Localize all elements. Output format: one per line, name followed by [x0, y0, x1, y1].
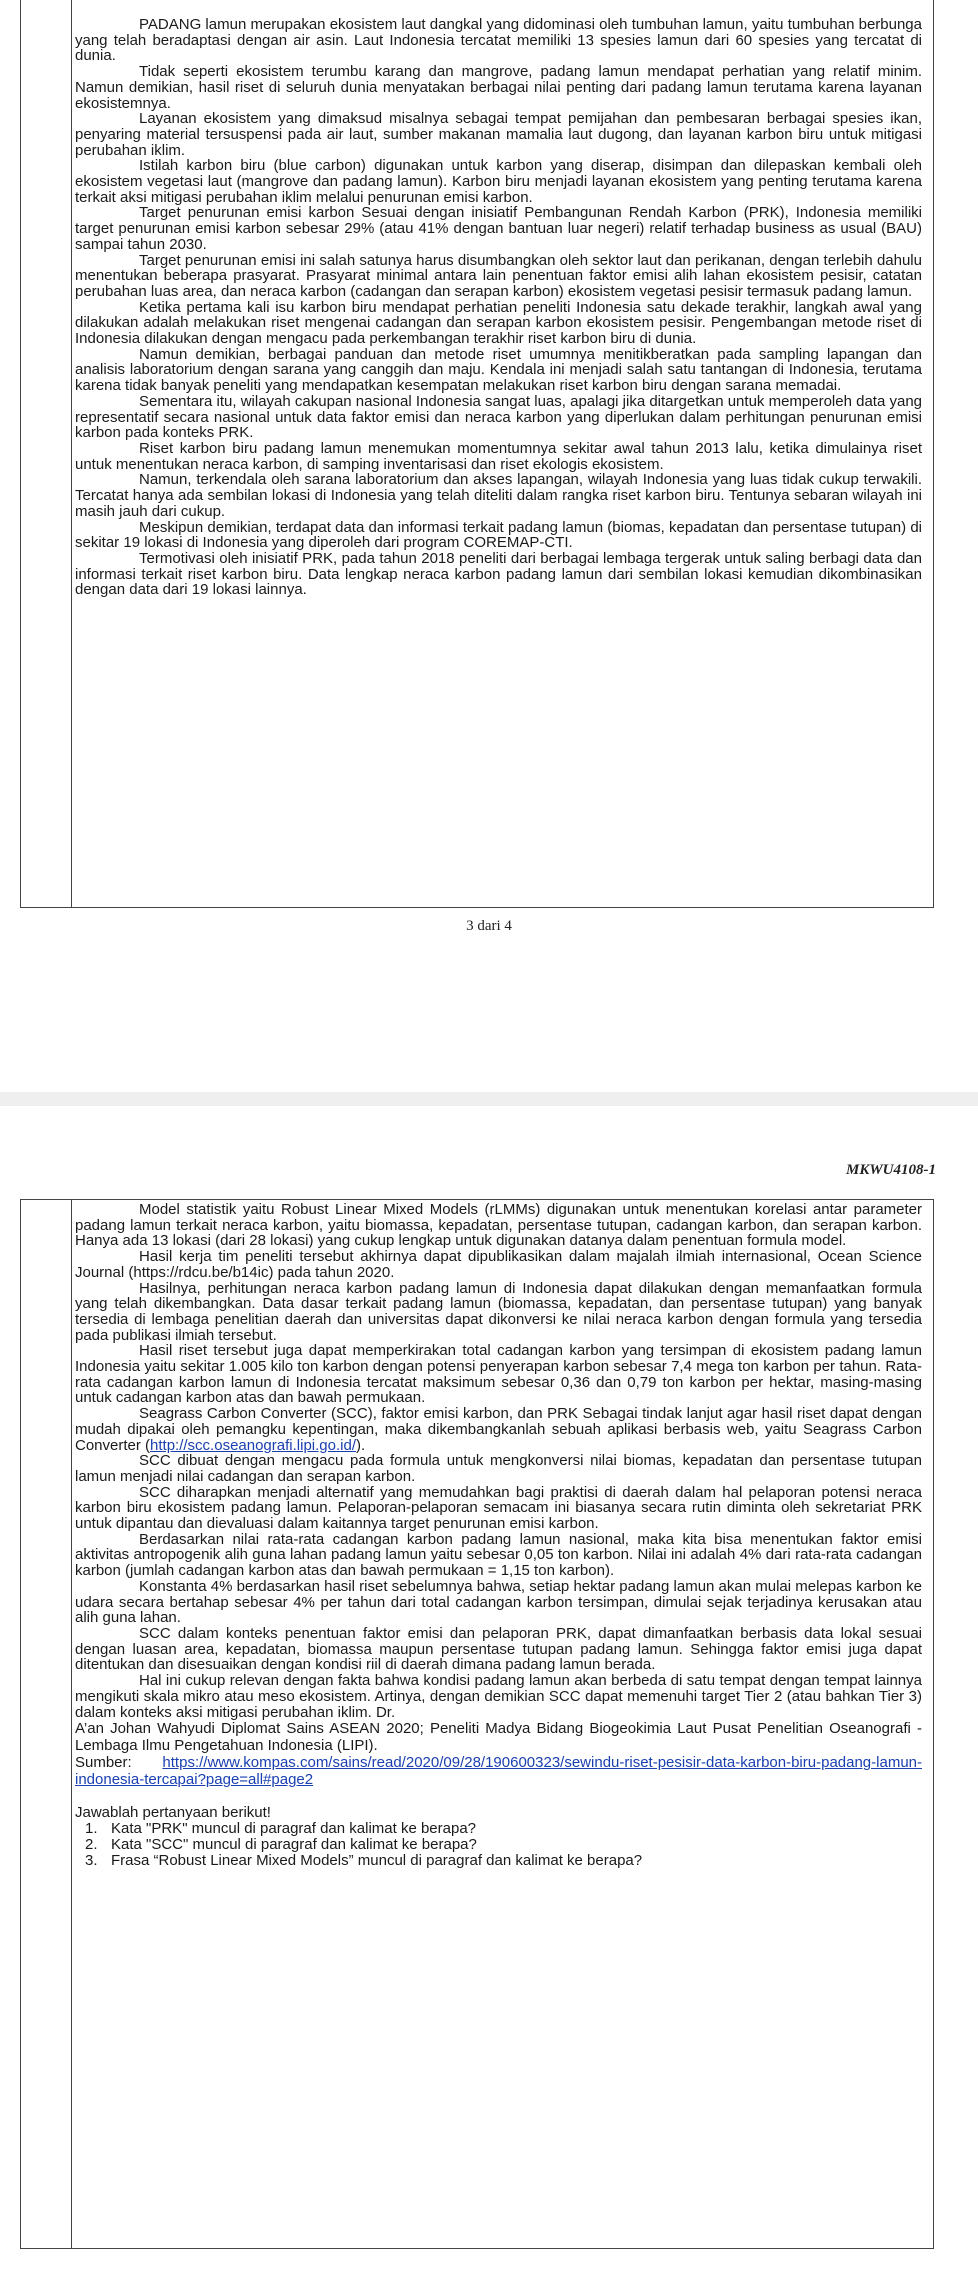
article-body	[75, 1202, 922, 1869]
paragraph: SCC dibuat dengan mengacu pada formula untuk mengkonversi nilai biomas, kepadatan dan persentase tutupan lamun menjadi nilai cadangan dan serapan karbon.	[75, 1452, 922, 1485]
page-number: 3 dari 4	[466, 918, 512, 934]
paragraph: Termotivasi oleh inisiatif PRK, pada tahun 2018 peneliti dari berbagai lembaga tergerak untuk saling berbagi data dan informasi terkait riset karbon biru. Data lengkap neraca karbon padang lamun dari sembilan lokasi kemudian dikombinasikan dengan data dari 19 lokasi lainnya.	[75, 549, 922, 599]
paragraph: Riset karbon biru padang lamun menemukan momentumnya sekitar awal tahun 2013 lalu, ketika dimulainya riset untuk menentukan neraca karbon, di samping inventarisasi dan riset ekologis ekosistem.	[75, 439, 922, 473]
question-item: 3. Frasa “Robust Linear Mixed Models” muncul di paragraf dan kalimat ke berapa?	[85, 1852, 643, 1870]
question-item: 1. Kata "PRK" muncul di paragraf dan kalimat ke berapa?	[85, 1820, 477, 1838]
paragraph: Istilah karbon biru (blue carbon) digunakan untuk karbon yang diserap, disimpan dan dilepaskan kembali oleh ekosistem vegetasi laut (mangrove dan padang lamun). Karbon biru menjadi layanan ekosistem yang penting terutama karena terkait aksi mitigasi perubahan iklim melalui penurunan emisi karbon.	[75, 157, 922, 206]
author-note: A’an Johan Wahyudi Diplomat Sains ASEAN 2020; Peneliti Madya Bidang Biogeokimia Laut Pusat Penelitian Oseanografi - Lembaga Ilmu Pengetahuan Indonesia (LIPI).	[75, 1720, 922, 1755]
paragraph: Konstanta 4% berdasarkan hasil riset sebelumnya bahwa, setiap hektar padang lamun akan mulai melepas karbon ke udara secara bertahap sebesar 4% per tahun dari total cadangan karbon tersimpan, dimulai sejak terjadinya kerusakan atau alih guna lahan.	[75, 1577, 922, 1627]
paragraph: SCC diharapkan menjadi alternatif yang memudahkan bagi praktisi di daerah dalam hal pelaporan potensi neraca karbon biru ekosistem padang lamun. Pelaporan-pelaporan semacam ini biasanya secara rutin diminta oleh sekretariat PRK untuk dipantau dan dievaluasi dalam kaitannya target penurunan emisi karbon.	[75, 1483, 922, 1533]
content-frame	[20, 0, 934, 908]
paragraph: Berdasarkan nilai rata-rata cadangan karbon padang lamun nasional, maka kita bisa menentukan faktor emisi aktivitas antropogenik alih guna lahan padang lamun yaitu sebesar 0,05 ton karbon. Nilai ini adalah 4% dari rata-rata cadangan karbon (jumlah cadangan karbon atas dan bawah permukaan = 1,15 ton karbon).	[75, 1530, 922, 1580]
document-page-3	[0, 0, 978, 1092]
paragraph: Hasil kerja tim peneliti tersebut akhirnya dapat dipublikasikan dalam majalah ilmiah internasional, Ocean Science Journal (https://rdcu.be/b14ic) pada tahun 2020.	[75, 1248, 922, 1281]
margin-column	[71, 1200, 72, 2248]
source-label: Sumber:	[75, 1754, 132, 1772]
question-heading: Jawablah pertanyaan berikut!	[75, 1804, 271, 1822]
paragraph: Ketika pertama kali isu karbon biru mendapat perhatian peneliti Indonesia satu dekade terakhir, langkah awal yang dilakukan adalah melakukan riset mengenai cadangan dan serapan karbon ekosistem pesisir. Pengembangan metode riset di Indonesia dilakukan dengan mengacu pada perkembangan terakhir riset karbon biru di dunia.	[75, 298, 922, 348]
paragraph: SCC dalam konteks penentuan faktor emisi dan pelaporan PRK, dapat dimanfaatkan berbasis data lokal sesuai dengan luasan area, kepadatan, biomassa maupun persentase tutupan padang lamun. Sehingga faktor emisi juga dapat ditentukan dan disesuaikan dengan kondisi riil di daerah dimana padang lamun berada.	[75, 1624, 922, 1674]
content-frame	[20, 1199, 934, 2249]
paragraph: Tidak seperti ekosistem terumbu karang dan mangrove, padang lamun mendapat perhatian yang relatif minim. Namun demikian, hasil riset di seluruh dunia menyatakan berbagai nilai penting dari padang lamun terutama karena layanan ekosistemnya.	[75, 63, 922, 112]
question-item: 2. Kata "SCC" muncul di paragraf dan kalimat ke berapa?	[85, 1836, 477, 1854]
source-citation	[75, 1754, 922, 1788]
margin-column	[71, 0, 72, 907]
paragraph: Target penurunan emisi ini salah satunya harus disumbangkan oleh sektor laut dan perikanan, dengan terlebih dahulu menentukan beberapa prasyarat. Prasyarat minimal antara lain penentuan faktor emisi alih lahan ekosistem pesisir, catatan perubahan luas area, dan neraca karbon (cadangan dan serapan karbon) ekosistem vegetasi pesisir termasuk padang lamun.	[75, 251, 922, 300]
paragraph: Model statistik yaitu Robust Linear Mixed Models (rLMMs) digunakan untuk menentukan korelasi antar parameter padang lamun terkait neraca karbon, yaitu biomassa, kepadatan, persentase tutupan, cadangan karbon, dan serapan karbon. Hanya ada 13 lokasi (dari 28 lokasi) yang cukup lengkap untuk digunakan datanya dalam penentuan formula model.	[75, 1201, 922, 1250]
paragraph: Meskipun demikian, terdapat data dan informasi terkait padang lamun (biomas, kepadatan dan persentase tutupan) di sekitar 19 lokasi di Indonesia yang diperoleh dari program COREMAP-CTI.	[75, 518, 922, 552]
paragraph: Hasilnya, perhitungan neraca karbon padang lamun di Indonesia dapat dilakukan dengan memanfaatkan formula yang telah dikembangkan. Data dasar terkait padang lamun (biomassa, kepadatan, dan persentase tutupan) yang banyak tersedia di lembaga penelitian daerah dan universitas dapat dikonversi ke nilai neraca karbon dengan formula yang tersedia pada publikasi ilmiah tersebut.	[75, 1279, 922, 1344]
paragraph: Hal ini cukup relevan dengan fakta bahwa kondisi padang lamun akan berbeda di satu tempat dengan tempat lainnya mengikuti skala mikro atau meso ekosistem. Artinya, dengan demikian SCC dapat memenuhi target Tier 2 (atau bahkan Tier 3) dalam konteks aksi mitigasi perubahan iklim. Dr.	[75, 1672, 922, 1721]
source-link[interactable]: https://www.kompas.com/sains/read/2020/09/28/190600323/sewindu-riset-pesisir-data-karbon-biru-padang-lamun-indonesia-tercapai?page=all#page2	[75, 1754, 922, 1789]
paragraph: Layanan ekosistem yang dimaksud misalnya sebagai tempat pemijahan dan pembesaran berbagai spesies ikan, penyaring material tersuspensi pada air laut, sumber makanan mamalia laut dugong, dan layanan karbon biru untuk mitigasi perubahan iklim.	[75, 110, 922, 159]
page-separator	[0, 1092, 978, 1106]
paragraph: Namun, terkendala oleh sarana laboratorium dan akses lapangan, wilayah Indonesia yang luas tidak cukup terwakili. Tercatat hanya ada sembilan lokasi di Indonesia yang telah diteliti dalam rangka riset karbon biru. Tentunya sebaran wilayah ini masih jauh dari cukup.	[75, 471, 922, 520]
paragraph: Namun demikian, berbagai panduan dan metode riset umumnya menitikberatkan pada sampling lapangan dan analisis laboratorium dengan sarana yang canggih dan maju. Kendala ini menjadi salah satu tantangan di Indonesia, terutama karena tidak banyak peneliti yang mendapatkan kesempatan melakukan riset karbon biru dengan sarana memadai.	[75, 345, 922, 395]
scc-link[interactable]: http://scc.oseanografi.lipi.go.id/	[150, 1436, 356, 1454]
paragraph: PADANG lamun merupakan ekosistem laut dangkal yang didominasi oleh tumbuhan lamun, yaitu tumbuhan berbunga yang telah beradaptasi dengan air asin. Laut Indonesia tercatat memiliki 13 spesies lamun dari 60 spesies yang tercatat di dunia.	[75, 16, 922, 65]
article-body	[75, 0, 922, 598]
paragraph: Sementara itu, wilayah cakupan nasional Indonesia sangat luas, apalagi jika ditargetkan untuk memperoleh data yang representatif secara nasional untuk data faktor emisi dan neraca karbon yang diperlukan dalam perhitungan penurunan emisi karbon pada konteks PRK.	[75, 392, 923, 442]
paragraph: Target penurunan emisi karbon Sesuai dengan inisiatif Pembangunan Rendah Karbon (PRK), Indonesia memiliki target penurunan emisi karbon sebesar 29% (atau 41% dengan bantuan luar negeri) relatif terhadap business as usual (BAU) sampai tahun 2030.	[75, 204, 922, 253]
paragraph: Seagrass Carbon Converter (SCC), faktor emisi karbon, dan PRK Sebagai tindak lanjut agar hasil riset dapat dengan mudah dipakai oleh pemangku kepentingan, maka dikembangkanlah sebuah aplikasi berbasis web, yaitu Seagrass Carbon Converter (http://scc.oseanografi.lipi.go.id/).	[75, 1405, 922, 1454]
document-page-4	[0, 1106, 978, 2288]
paragraph: Hasil riset tersebut juga dapat memperkirakan total cadangan karbon yang tersimpan di ekosistem padang lamun Indonesia yaitu sekitar 1.005 kilo ton karbon dengan potensi penyerapan karbon sebesar 7,4 mega ton karbon per tahun. Rata-rata cadangan karbon lamun di Indonesia tercatat maksimum sebesar 0,36 dan 0,79 ton karbon per hektar, masing-masing untuk cadangan karbon atas dan bawah permukaan.	[75, 1342, 922, 1407]
document-code: MKWU4108-1	[845, 1162, 936, 1178]
question-list	[75, 1821, 922, 1869]
